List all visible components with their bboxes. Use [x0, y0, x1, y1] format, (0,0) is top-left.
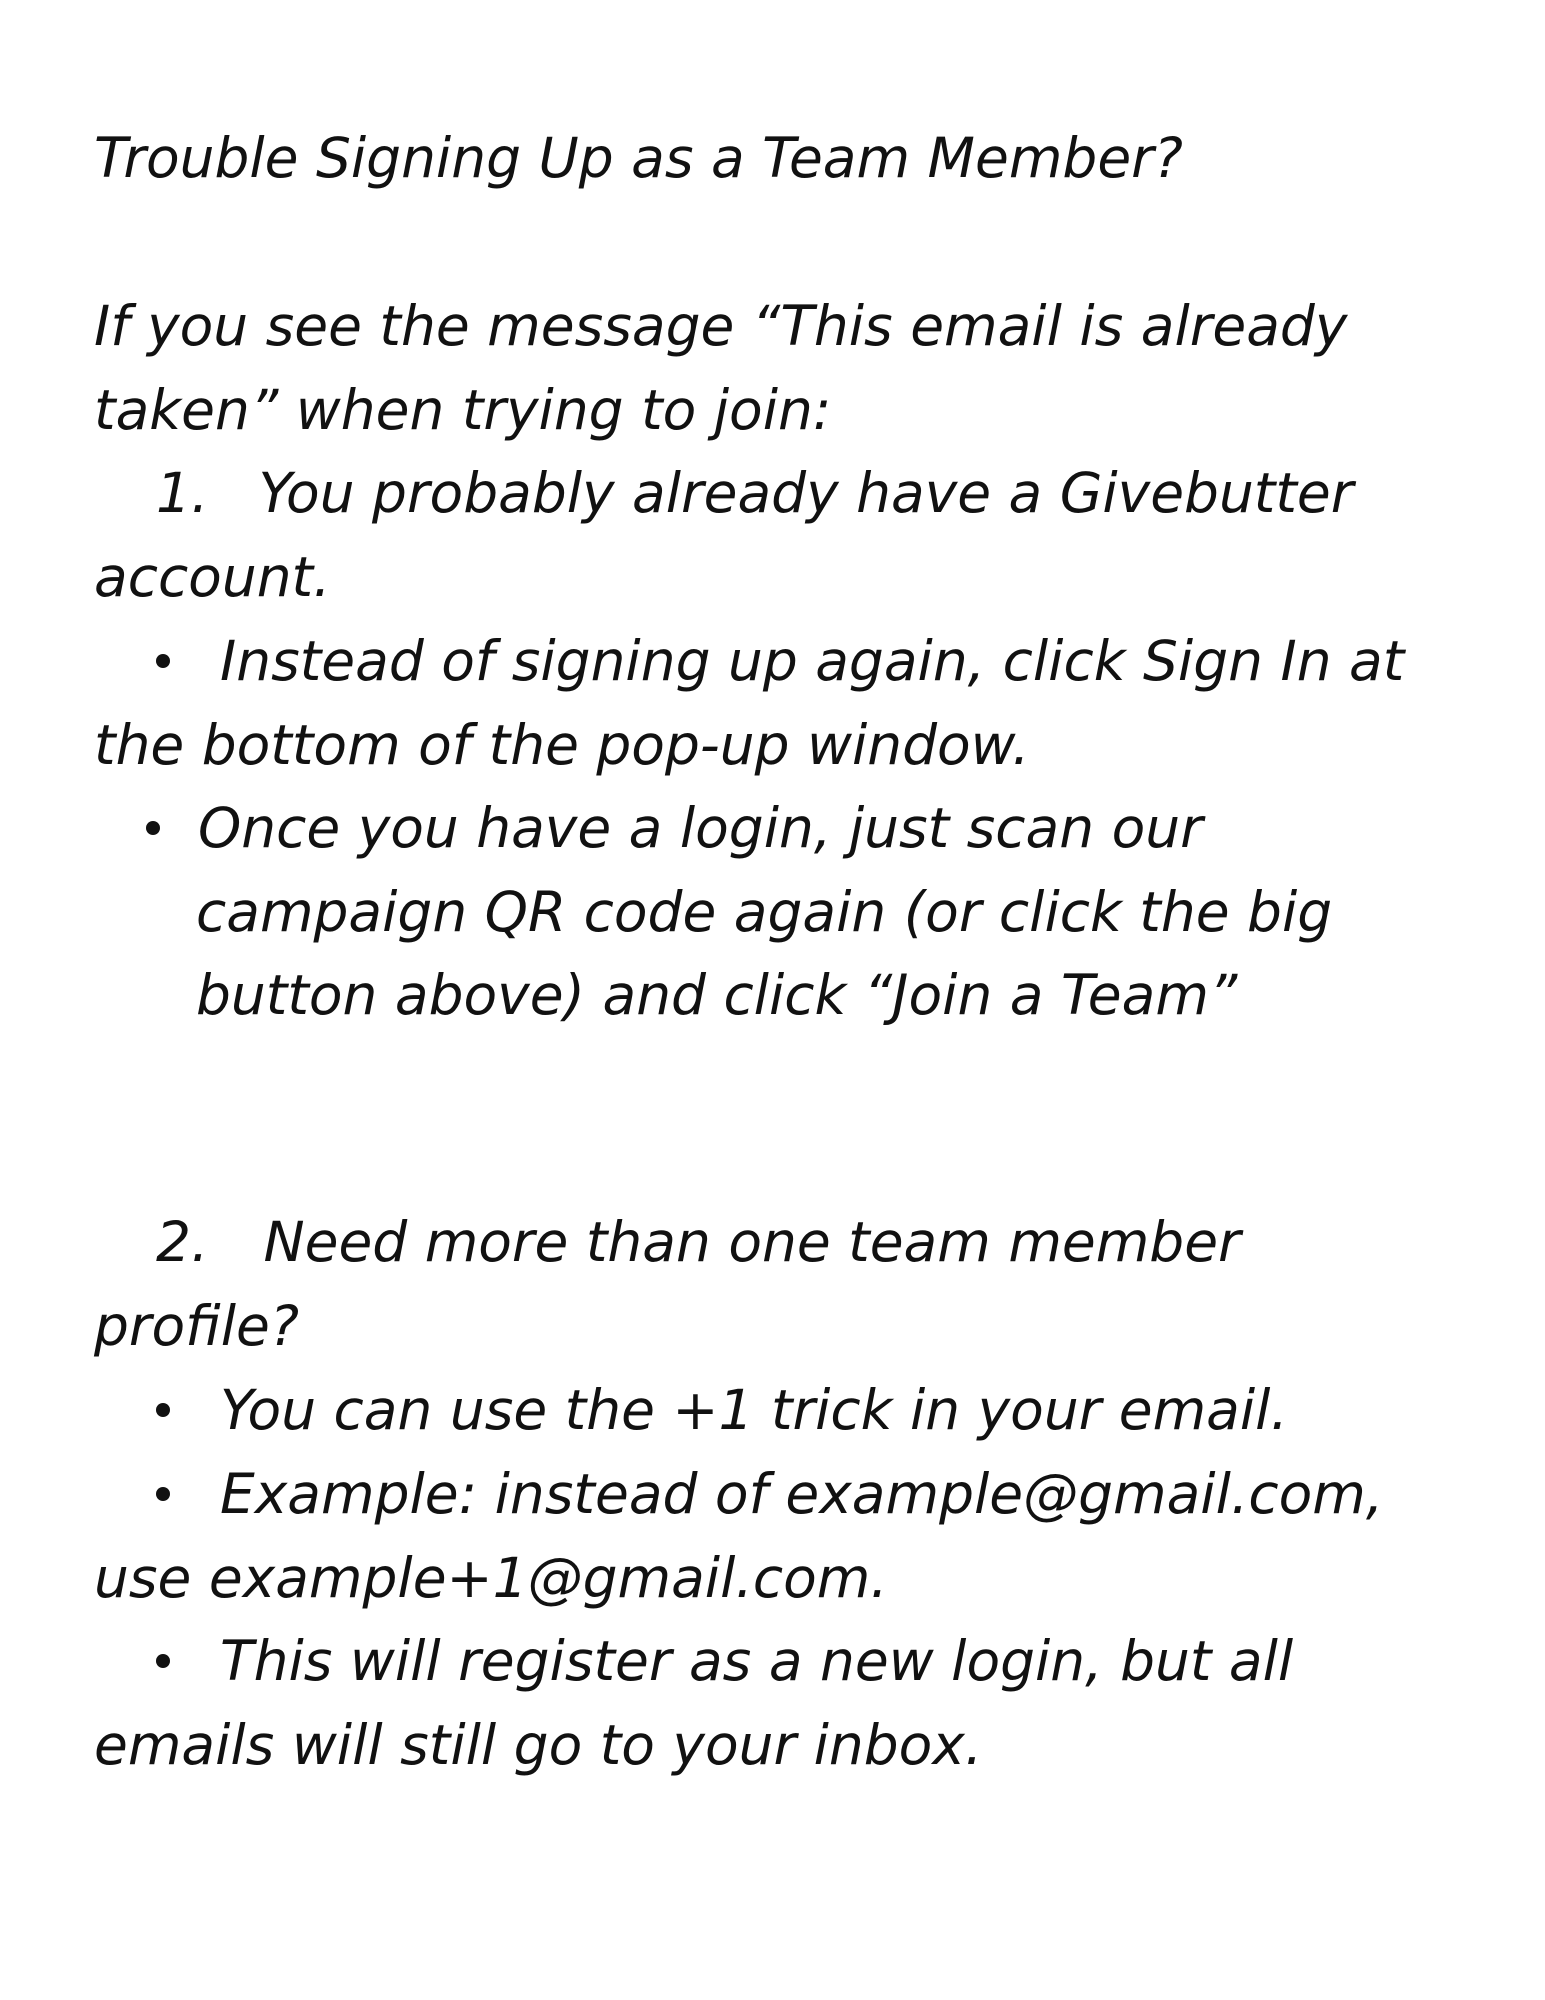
bullet-continuation: campaign QR code again (or click the big [196, 880, 1333, 944]
bullet-item [146, 786, 1203, 870]
bullet-icon [156, 654, 170, 668]
bullet-icon [156, 1403, 170, 1417]
bullet-item [156, 619, 1404, 703]
bullet-text: Instead of signing up again, click Sign In at [220, 629, 1405, 693]
bullet-text: Example: instead of example@gmail.com, [220, 1462, 1384, 1526]
bullet-continuation: button above) and click “Join a Team” [196, 963, 1238, 1027]
bullet-continuation: emails will still go to your inbox. [94, 1713, 983, 1777]
bullet-text: You can use the +1 trick in your email. [220, 1378, 1288, 1442]
list-item-2 [156, 1200, 1241, 1284]
bullet-continuation: the bottom of the pop-up window. [94, 713, 1030, 777]
page-title: Trouble Signing Up as a Team Member? [94, 126, 1183, 190]
intro-line-2: taken” when trying to join: [94, 378, 832, 442]
list-item-1-continuation: account. [94, 545, 331, 609]
list-item-2-continuation: profile? [94, 1294, 300, 1358]
bullet-icon [156, 1487, 170, 1501]
bullet-icon [146, 821, 160, 835]
bullet-icon [156, 1654, 170, 1668]
list-item-1 [156, 451, 1353, 535]
list-item-text: Need more than one team member [263, 1210, 1241, 1274]
bullet-continuation: use example+1@gmail.com. [94, 1546, 888, 1610]
list-item-text: You probably already have a Givebutter [258, 461, 1354, 525]
bullet-text: Once you have a login, just scan our [198, 796, 1203, 860]
list-number: 1. [156, 461, 209, 525]
intro-line-1: If you see the message “This email is already [94, 294, 1348, 358]
bullet-item [156, 1452, 1383, 1536]
bullet-item [156, 1619, 1293, 1703]
bullet-item [156, 1368, 1288, 1452]
list-number: 2. [156, 1210, 209, 1274]
bullet-text: This will register as a new login, but all [220, 1629, 1294, 1693]
